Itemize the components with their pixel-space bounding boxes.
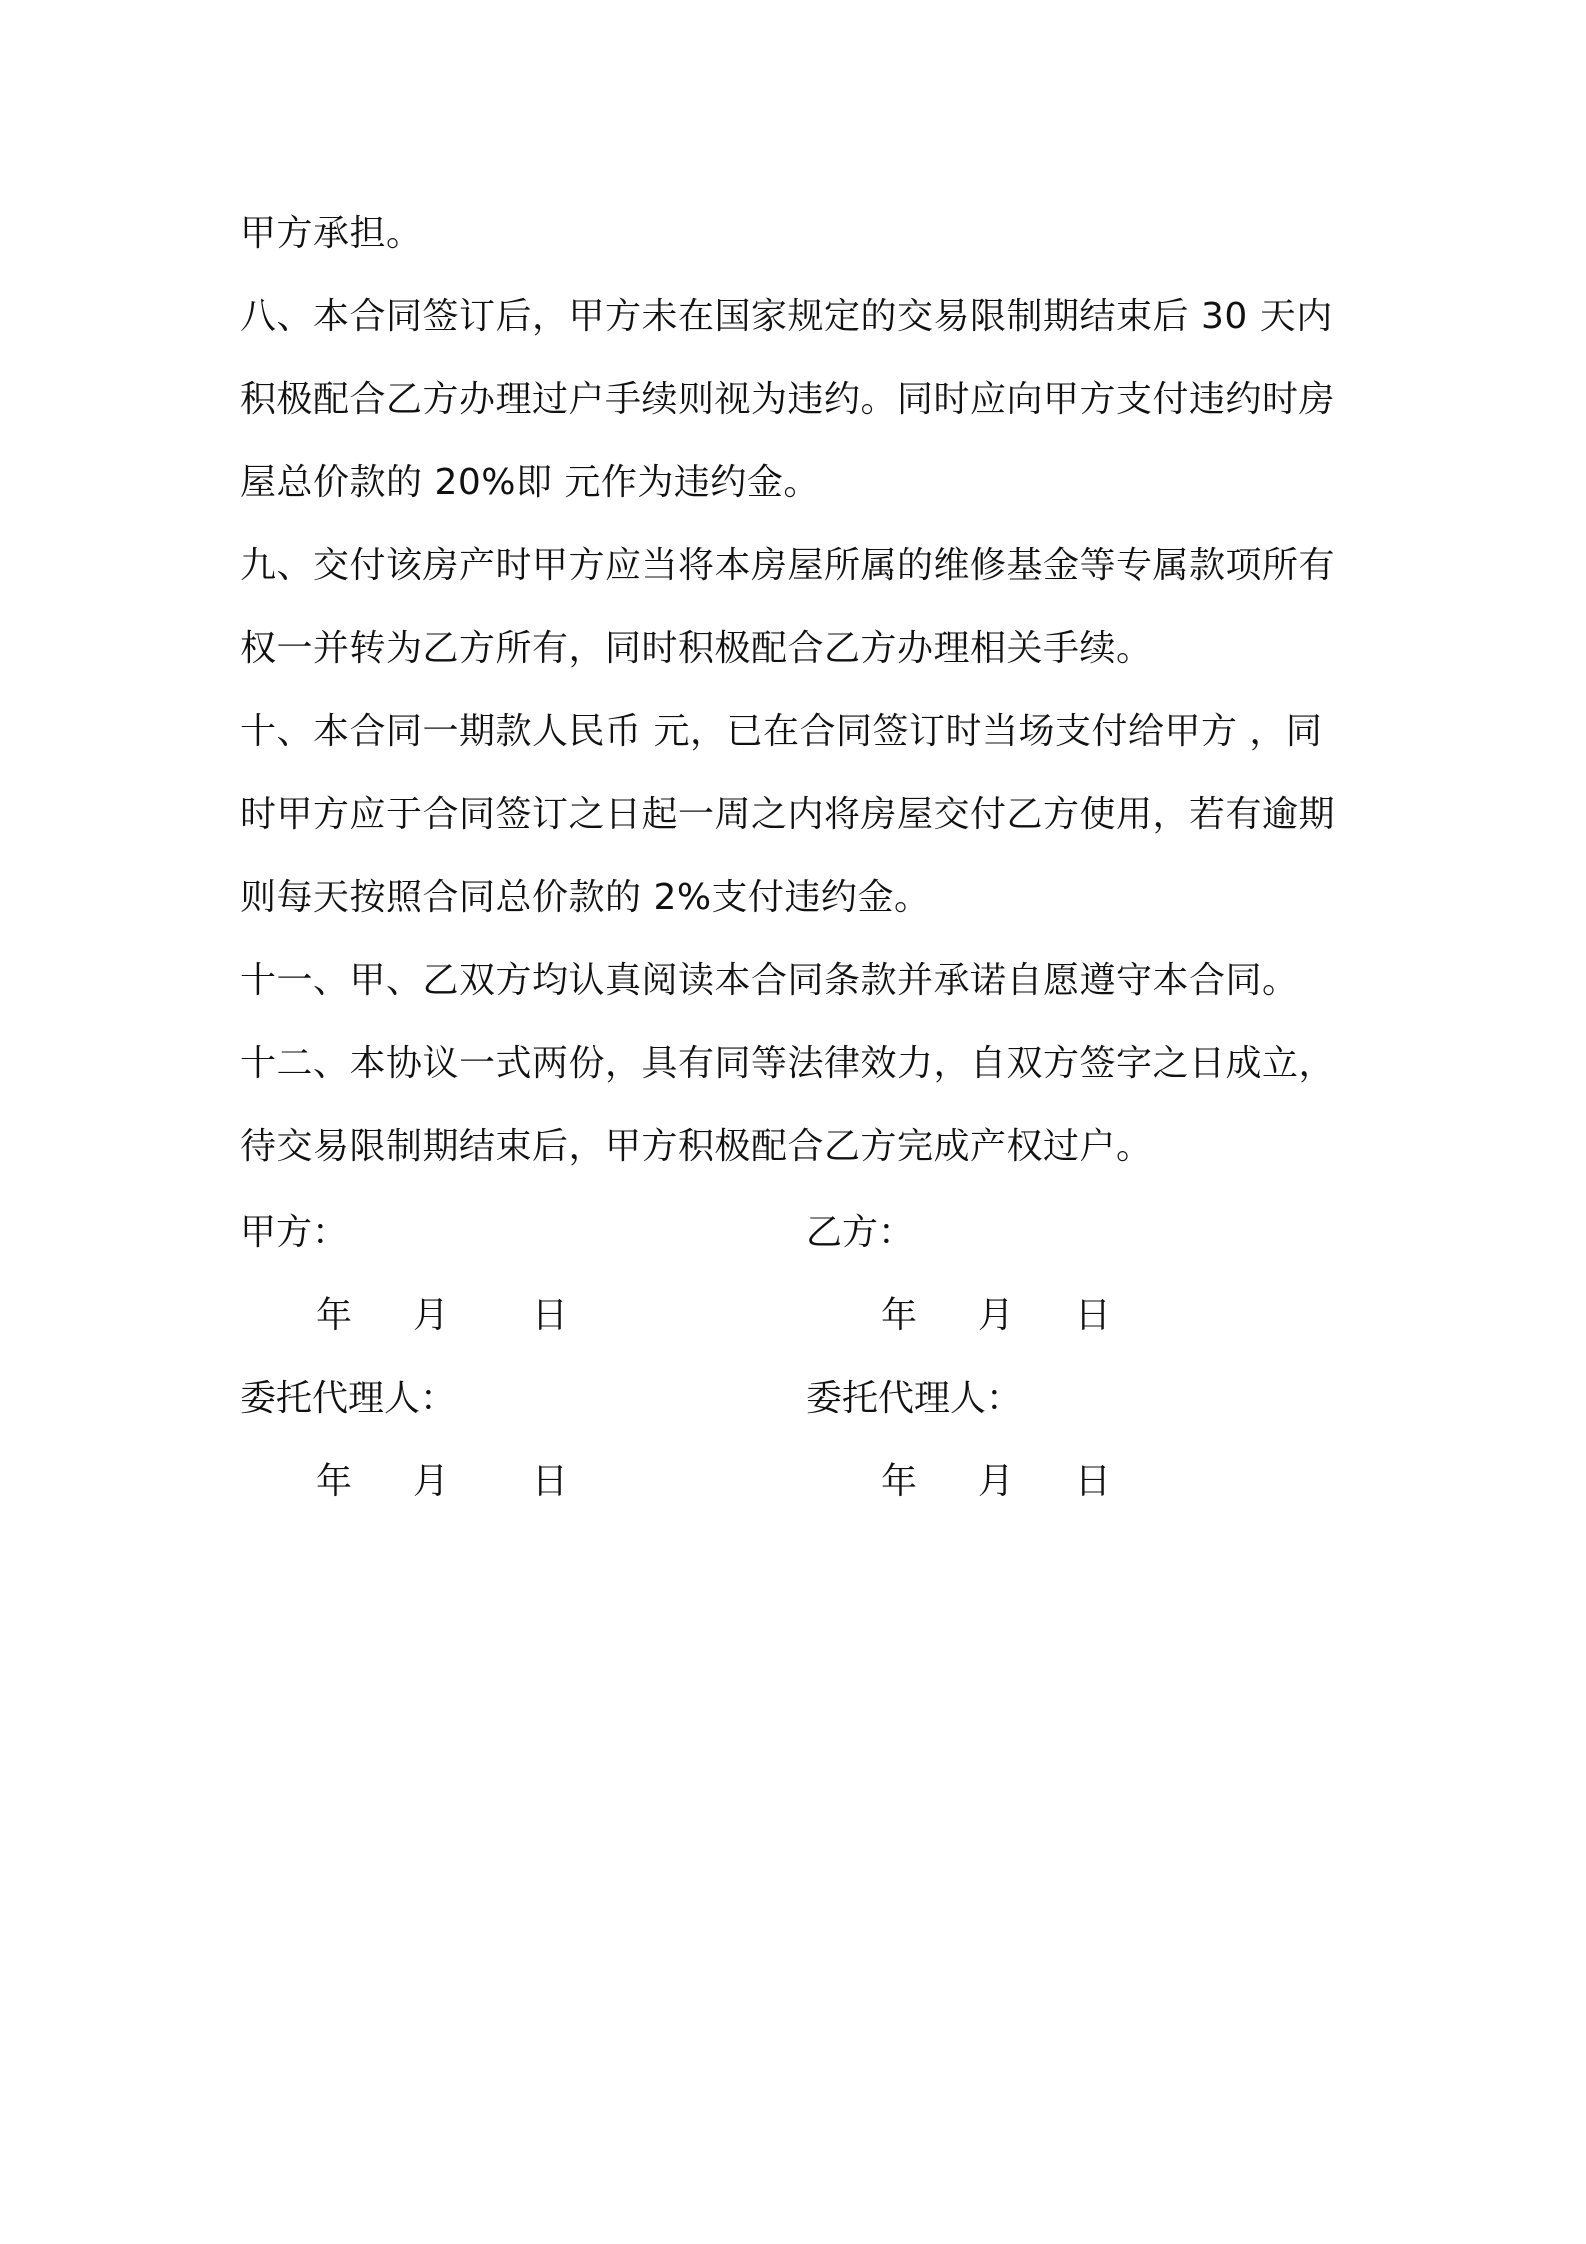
month-label: 月 <box>977 1461 1014 1502</box>
year-label: 年 <box>881 1295 918 1336</box>
agent-a-date <box>316 1460 568 1504</box>
clause-8: 八、本合同签订后，甲方未在国家规定的交易限制期结束后 30 天内积极配合乙方办理过户手续则视为违约。同时应向甲方支付违约时房屋总价款的 20%即 元作为违约金。 <box>240 296 1336 503</box>
clause-12: 十二、本协议一式两份，具有同等法律效力，自双方签字之日成立，待交易限制期结束后，甲方积极配合乙方完成产权过户。 <box>240 1043 1336 1167</box>
agent-b-label: 委托代理人： <box>806 1378 1023 1419</box>
clause-9: 九、交付该房产时甲方应当将本房屋所属的维修基金等专属款项所有权一并转为乙方所有，同时积极配合乙方办理相关手续。 <box>240 545 1336 669</box>
day-label: 日 <box>1074 1295 1111 1336</box>
day-label: 日 <box>531 1295 568 1336</box>
party-a-date <box>316 1294 568 1338</box>
year-label: 年 <box>316 1295 353 1336</box>
month-label: 月 <box>977 1295 1014 1336</box>
clause-10: 十、本合同一期款人民币 元，已在合同签订时当场支付给甲方 ，同时甲方应于合同签订之日起一周之内将房屋交付乙方使用，若有逾期则每天按照合同总价款的 2%支付违约金。 <box>240 711 1336 918</box>
year-label: 年 <box>881 1461 918 1502</box>
clause-continuation: 甲方承担。 <box>240 213 423 254</box>
contract-body <box>240 192 1350 1188</box>
agent-a-label: 委托代理人： <box>240 1378 457 1419</box>
year-label: 年 <box>316 1461 353 1502</box>
day-label: 日 <box>531 1461 568 1502</box>
party-b-date <box>881 1294 1111 1338</box>
month-label: 月 <box>412 1295 449 1336</box>
month-label: 月 <box>412 1461 449 1502</box>
clause-11: 十一、甲、乙双方均认真阅读本合同条款并承诺自愿遵守本合同。 <box>240 960 1299 1001</box>
party-b-label: 乙方： <box>806 1212 915 1253</box>
agent-b-date <box>881 1460 1111 1504</box>
day-label: 日 <box>1074 1461 1111 1502</box>
party-a-label: 甲方： <box>240 1212 349 1253</box>
